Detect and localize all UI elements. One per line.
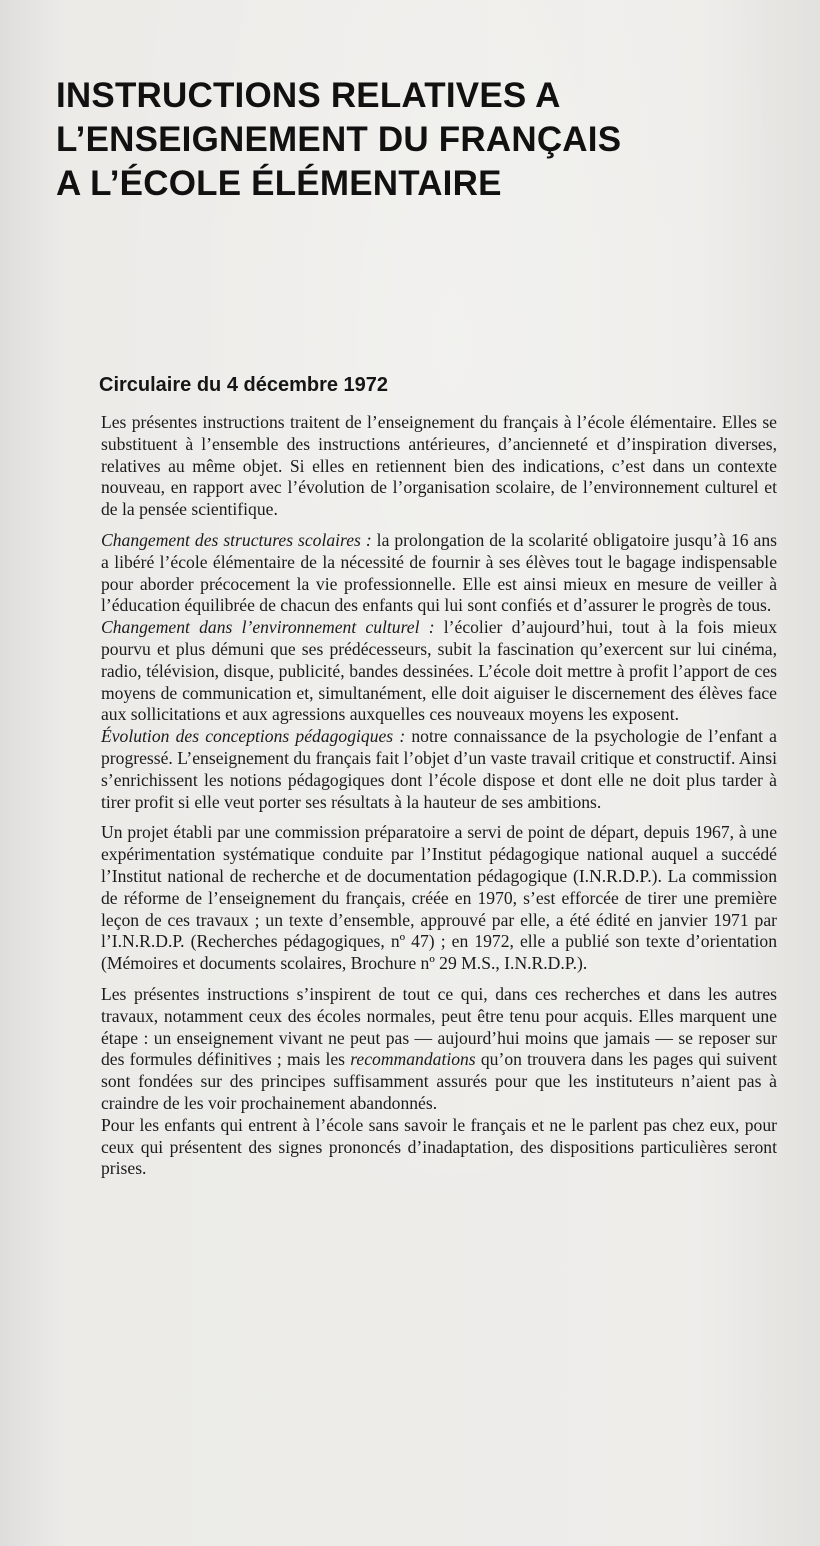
paragraph-intro: Les présentes instructions traitent de l’enseignement du français à l’école élémentaire. Elles se substituent à l’ensemble des instructions antérieures, d’ancienneté et d’inspiration diverses, relatives au même objet. Si elles en retiennent bien des indications, c’est dans un contexte nouveau, en rapport avec l’évolution de l’organisation scolaire, de l’environnement culturel et de la pensée scientifique. [101,412,777,520]
paragraph-instructions-text-b: qu’on trouvera dans les pages qui suivent sont fondées sur des principes suffisamment assurés pour que les instituteurs n’aient pas à craindre de les voir prochainement abandonnés. [101,1049,778,1113]
body-text [101,412,777,1180]
paragraph-special-cases: Pour les enfants qui entrent à l’école sans savoir le français et ne le parlent pas chez eux, pour ceux qui présentent des signes prononcés d’inadaptation, des dispositions particulières seront prises. [101,1114,777,1179]
document-title [56,74,776,206]
paragraph-environment-label: Changement dans l’environnement culturel : [101,617,435,638]
circular-date-heading: Circulaire du 4 décembre 1972 [99,374,389,396]
title-line-3: A L’ÉCOLE ÉLÉMENTAIRE [56,164,502,203]
paragraph-pedagogy-label: Évolution des conceptions pédagogiques : [101,726,406,747]
title-line-2: L’ENSEIGNEMENT DU FRANÇAIS [56,120,622,159]
paragraph-instructions [101,984,777,1115]
paragraph-structures [101,530,777,617]
title-line-1: INSTRUCTIONS RELATIVES A [56,76,561,115]
paragraph-instructions-text-a: Les présentes instructions s’inspirent de tout ce qui, dans ces recherches et dans les autres travaux, notamment ceux des écoles normales, peut être tenu pour acquis. Elles marquent une étape : un enseignement vivant ne peut pas — aujourd’hui moins que jamais — se reposer sur des formules définitives ; mais les [101,983,777,1070]
paragraph-project: Un projet établi par une commission préparatoire a servi de point de départ, depuis 1967, à une expérimentation systématique conduite par l’Institut pédagogique national auquel a succédé l’Institut national de recherche et de documentation pédagogique (I.N.R.D.P.). La commission de réforme de l’enseignement du français, créée en 1970, s’est efforcée de tirer une première leçon de ces travaux ; un texte d’ensemble, approuvé par elle, a été édité en janvier 1971 par l’I.N.R.D.P. (Recherches pédagogiques, nº 47) ; en 1972, elle a publié son texte d’orientation (Mémoires et documents scolaires, Brochure nº 29 M.S., I.N.R.D.P.). [101,822,777,974]
paragraph-pedagogy-text: notre connaissance de la psychologie de l’enfant a progressé. L’enseignement du français fait l’objet d’un vaste travail critique et constructif. Ainsi s’enrichissent les notions pédagogiques dont l’école dispose et dont elle ne doit plus tarder à tirer profit si elle veut porter ses résultats à la hauteur de ses ambitions. [101,726,777,812]
paragraph-instructions-emphasis: recommandations [350,1049,476,1070]
paragraph-structures-label: Changement des structures scolaires : [101,529,372,550]
paragraph-structures-text: la prolongation de la scolarité obligatoire jusqu’à 16 ans a libéré l’école élémentaire de la nécessité de fournir à ses élèves tout le bagage indispensable pour aborder précocement la vie professionnelle. Elle est ainsi mieux en mesure de veiller à l’éducation équilibrée de chacun des enfants qui lui sont confiés et d’assurer le progrès de tous. [101,529,777,616]
paragraph-environment-text: l’écolier d’aujourd’hui, tout à la fois mieux pourvu et plus démuni que ses prédécesseurs, subit la fascination qu’exercent sur lui cinéma, radio, télévision, disque, publicité, bandes dessinées. L’école doit mettre à profit l’apport de ces moyens de communication et, simultanément, elle doit aiguiser le discernement des élèves face aux sollicitations et aux agressions auxquelles ces nouveaux moyens les exposent. [101,617,777,725]
paragraph-environment [101,617,777,726]
paragraph-pedagogy [101,726,777,813]
